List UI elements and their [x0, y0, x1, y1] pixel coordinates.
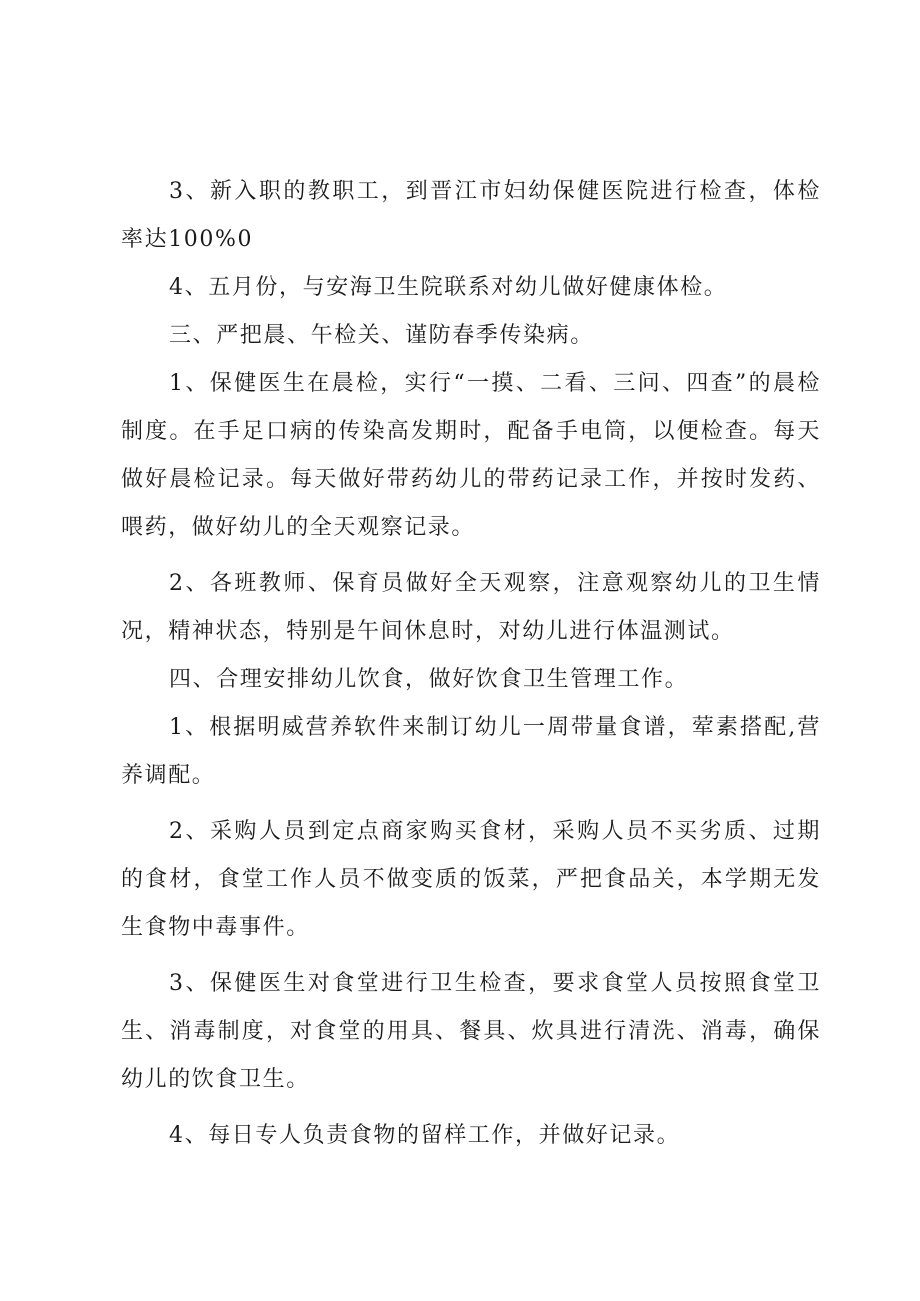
paragraph-item-3-staff-checkup: 3、新入职的教职工，到晋江市妇幼保健医院进行检查，体检率达100%0 [121, 179, 821, 252]
paragraph-menu-planning: 1、根据明威营养软件来制订幼儿一周带量食谱，荤素搭配,营养调配。 [121, 715, 821, 788]
paragraph-food-purchasing: 2、采购人员到定点商家购买食材，采购人员不买劣质、过期的食材，食堂工作人员不做变质的饭菜，严把食品关，本学期无发生食物中毒事件。 [121, 819, 821, 940]
paragraph-item-4-child-checkup: 4、五月份，与安海卫生院联系对幼儿做好健康体检。 [169, 275, 728, 300]
section-heading-3: 三、严把晨、午检关、谨防春季传染病。 [169, 323, 594, 348]
document-body [121, 168, 821, 1160]
section-heading-4: 四、合理安排幼儿饮食，做好饮食卫生管理工作。 [169, 667, 689, 692]
paragraph-canteen-inspection: 3、保健医生对食堂进行卫生检查，要求食堂人员按照食堂卫生、消毒制度，对食堂的用具、餐具、炊具进行清洗、消毒，确保幼儿的饮食卫生。 [121, 971, 821, 1092]
paragraph-food-sample: 4、每日专人负责食物的留样工作，并做好记录。 [169, 1123, 681, 1148]
paragraph-daily-observation: 2、各班教师、保育员做好全天观察，注意观察幼儿的卫生情况，精神状态，特别是午间休息时，对幼儿进行体温测试。 [121, 571, 821, 644]
paragraph-morning-check: 1、保健医生在晨检，实行“一摸、二看、三问、四查”的晨检制度。在手足口病的传染高发期时，配备手电筒，以便检查。每天做好晨检记录。每天做好带药幼儿的带药记录工作，并按时发药、喂药，做好幼儿的全天观察记录。 [121, 371, 821, 540]
